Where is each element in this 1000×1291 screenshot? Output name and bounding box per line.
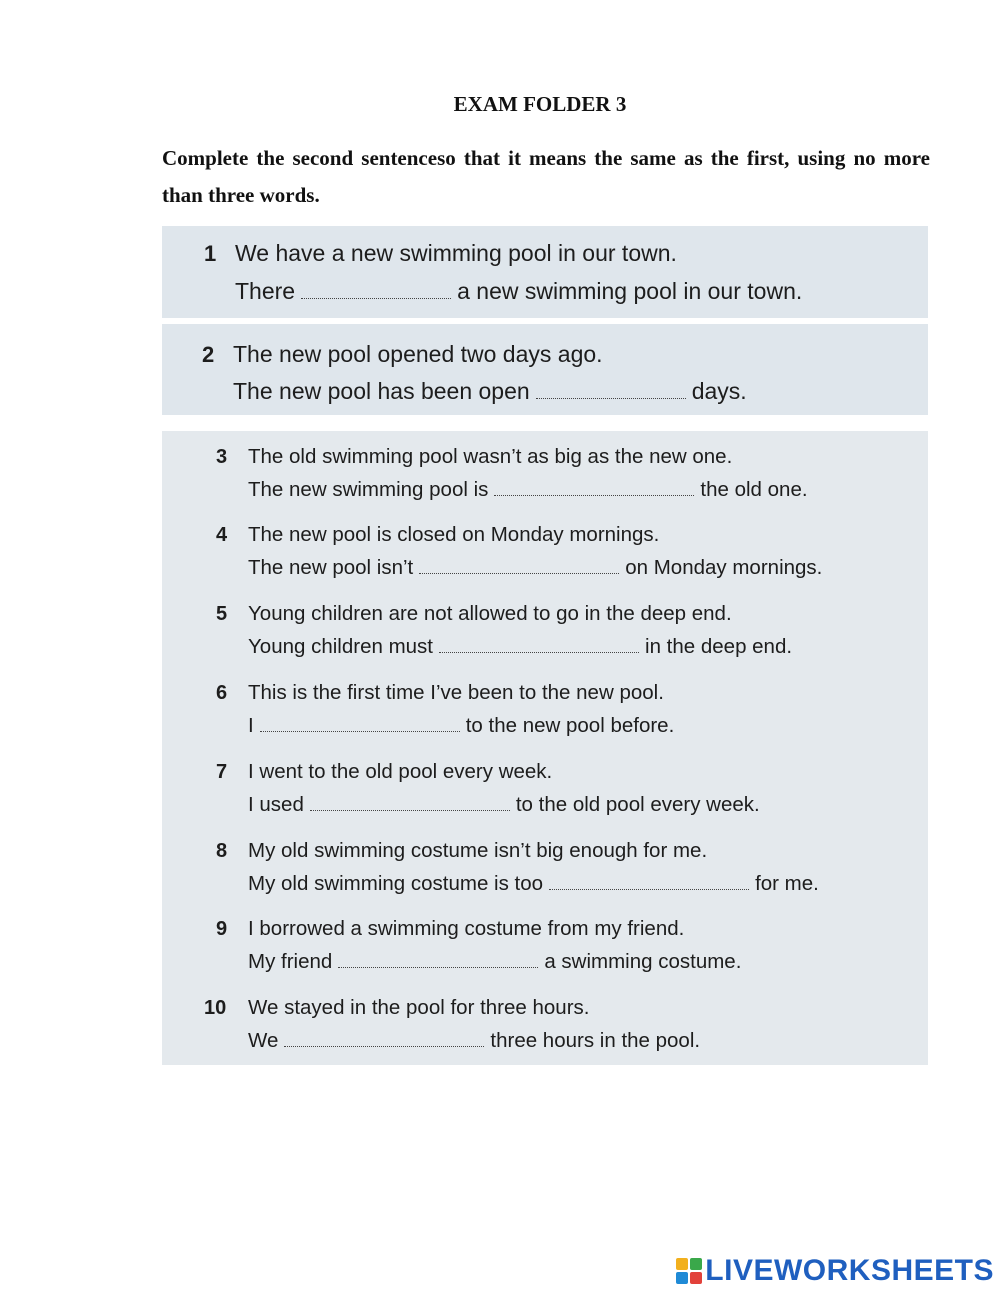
sentence-end: in the deep end. <box>645 635 793 658</box>
answer-blank[interactable] <box>284 1045 484 1047</box>
original-sentence: The new pool opened two days ago. <box>233 341 603 367</box>
completion-sentence <box>248 635 792 659</box>
completion-sentence <box>233 378 747 405</box>
completion-sentence <box>248 872 819 896</box>
completion-sentence <box>248 556 822 580</box>
exercise-panel <box>162 226 928 318</box>
sentence-start: We <box>248 1029 279 1052</box>
sentence-start: I <box>248 714 254 737</box>
item-number: 6 <box>216 682 228 704</box>
completion-sentence <box>248 793 760 817</box>
item-number: 9 <box>216 918 228 940</box>
brand-wordmark: LIVEWORKSHEETS <box>705 1254 994 1287</box>
sentence-start: The new pool isn’t <box>248 556 414 579</box>
completion-sentence <box>248 950 741 974</box>
item-number: 2 <box>202 342 215 367</box>
answer-blank[interactable] <box>419 572 619 574</box>
item-number: 3 <box>216 446 228 468</box>
sentence-end: the old one. <box>700 478 808 501</box>
exercise-panel <box>162 431 928 1065</box>
original-sentence: Young children are not allowed to go in the deep end. <box>248 602 732 625</box>
answer-blank[interactable] <box>260 730 460 732</box>
sentence-start: Young children must <box>248 635 434 658</box>
completion-sentence <box>248 714 674 738</box>
sentence-end: on Monday mornings. <box>625 556 823 579</box>
sentence-start: The new swimming pool is <box>248 478 489 501</box>
sentence-start: I used <box>248 793 304 816</box>
answer-blank[interactable] <box>301 297 451 299</box>
answer-blank[interactable] <box>310 809 510 811</box>
sentence-start: My old swimming costume is too <box>248 872 544 895</box>
sentence-end: a swimming costume. <box>544 950 742 973</box>
original-sentence: We stayed in the pool for three hours. <box>248 996 590 1019</box>
item-number: 7 <box>216 761 228 783</box>
page-title: EXAM FOLDER 3 <box>453 92 627 116</box>
item-number: 5 <box>216 603 228 625</box>
answer-blank[interactable] <box>549 888 749 890</box>
sentence-end: to the old pool every week. <box>515 793 760 816</box>
sentence-start: There <box>235 278 296 304</box>
sentence-end: days. <box>691 378 747 404</box>
liveworksheets-logo-icon <box>676 1258 702 1284</box>
answer-blank[interactable] <box>439 651 639 653</box>
sentence-end: three hours in the pool. <box>490 1029 701 1052</box>
original-sentence: My old swimming costume isn’t big enough for me. <box>248 839 708 862</box>
answer-blank[interactable] <box>494 494 694 496</box>
footer-brand <box>676 1253 994 1289</box>
answer-blank[interactable] <box>338 966 538 968</box>
completion-sentence <box>248 1029 700 1053</box>
original-sentence: I went to the old pool every week. <box>248 760 553 783</box>
item-number: 10 <box>204 997 227 1019</box>
original-sentence: This is the first time I’ve been to the new pool. <box>248 681 664 704</box>
sentence-start: My friend <box>248 950 333 973</box>
sentence-start: The new pool has been open <box>233 378 530 404</box>
original-sentence: I borrowed a swimming costume from my friend. <box>248 917 685 940</box>
instructions: Complete the second sentenceso that it means the same as the first, using no more than three words. <box>162 146 930 207</box>
item-number: 1 <box>204 241 217 266</box>
item-number: 4 <box>216 524 228 546</box>
completion-sentence <box>248 478 808 502</box>
sentence-end: a new swimming pool in our town. <box>457 278 803 304</box>
sentence-end: to the new pool before. <box>465 714 675 737</box>
item-number: 8 <box>216 840 228 862</box>
original-sentence: The old swimming pool wasn’t as big as the new one. <box>248 445 733 468</box>
original-sentence: The new pool is closed on Monday mornings. <box>248 523 660 546</box>
sentence-end: for me. <box>755 872 819 895</box>
completion-sentence <box>235 278 802 305</box>
exercise-panel <box>162 324 928 415</box>
answer-blank[interactable] <box>536 397 686 399</box>
original-sentence: We have a new swimming pool in our town. <box>235 240 677 266</box>
